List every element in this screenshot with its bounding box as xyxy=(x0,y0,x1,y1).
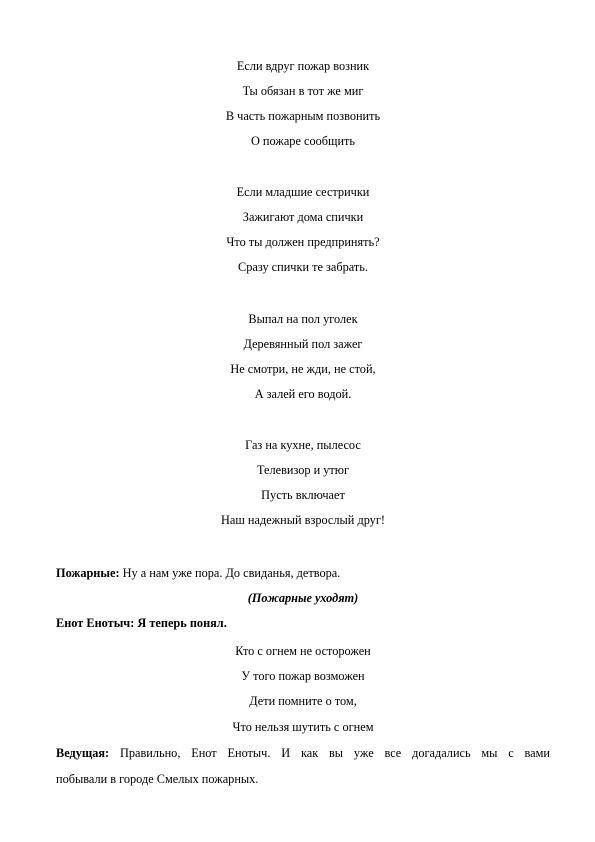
speech-text: Я теперь понял. xyxy=(134,616,227,630)
host-line xyxy=(56,746,550,761)
enot-line xyxy=(56,616,550,631)
verse-line: О пожаре сообщить xyxy=(250,134,356,148)
verse-line: Что нельзя шутить с огнем xyxy=(232,720,374,734)
verse-line: Деревянный пол зажег xyxy=(243,337,363,351)
verse-line: Зажигают дома спички xyxy=(242,210,364,224)
verse-line: У того пожар возможен xyxy=(241,669,365,683)
verse-line: В часть пожарным позвонить xyxy=(225,109,381,123)
speaker-name: Ведущая: xyxy=(56,746,110,760)
verse-line: Телевизор и утюг xyxy=(256,463,350,477)
verse-line: Если младшие сестрички xyxy=(236,185,370,199)
verse-line: Дети помните о том, xyxy=(249,694,357,708)
verse-line: Сразу спички те забрать. xyxy=(238,260,368,274)
verse-line: Газ на кухне, пылесос xyxy=(245,438,361,452)
speaker-name: Пожарные: xyxy=(56,566,120,580)
verse-line: Пусть включает xyxy=(261,488,345,502)
verse-line: Если вдруг пожар возник xyxy=(236,59,370,73)
stage-direction: (Пожарные уходят) xyxy=(247,591,359,605)
speaker-name: Енот Енотыч: xyxy=(56,616,135,630)
speech-text: Правильно, Енот Енотыч. И как вы уже все догадались мы с вами xyxy=(109,746,550,760)
verse-line: Выпал на пол уголек xyxy=(248,312,358,326)
verse-line: Не смотри, не жди, не стой, xyxy=(230,362,376,376)
speech-text: Ну а нам уже пора. До свиданья, детвора. xyxy=(119,566,341,580)
verse-line: Что ты должен предпринять? xyxy=(226,235,380,249)
host-line-continued: побывали в городе Смелых пожарных. xyxy=(56,772,259,786)
verse-line: Кто с огнем не осторожен xyxy=(235,644,371,658)
verse-line: А залей его водой. xyxy=(254,387,352,401)
verse-line: Ты обязан в тот же миг xyxy=(242,84,364,98)
firemen-line xyxy=(56,566,550,581)
verse-line: Наш надежный взрослый друг! xyxy=(221,513,385,527)
